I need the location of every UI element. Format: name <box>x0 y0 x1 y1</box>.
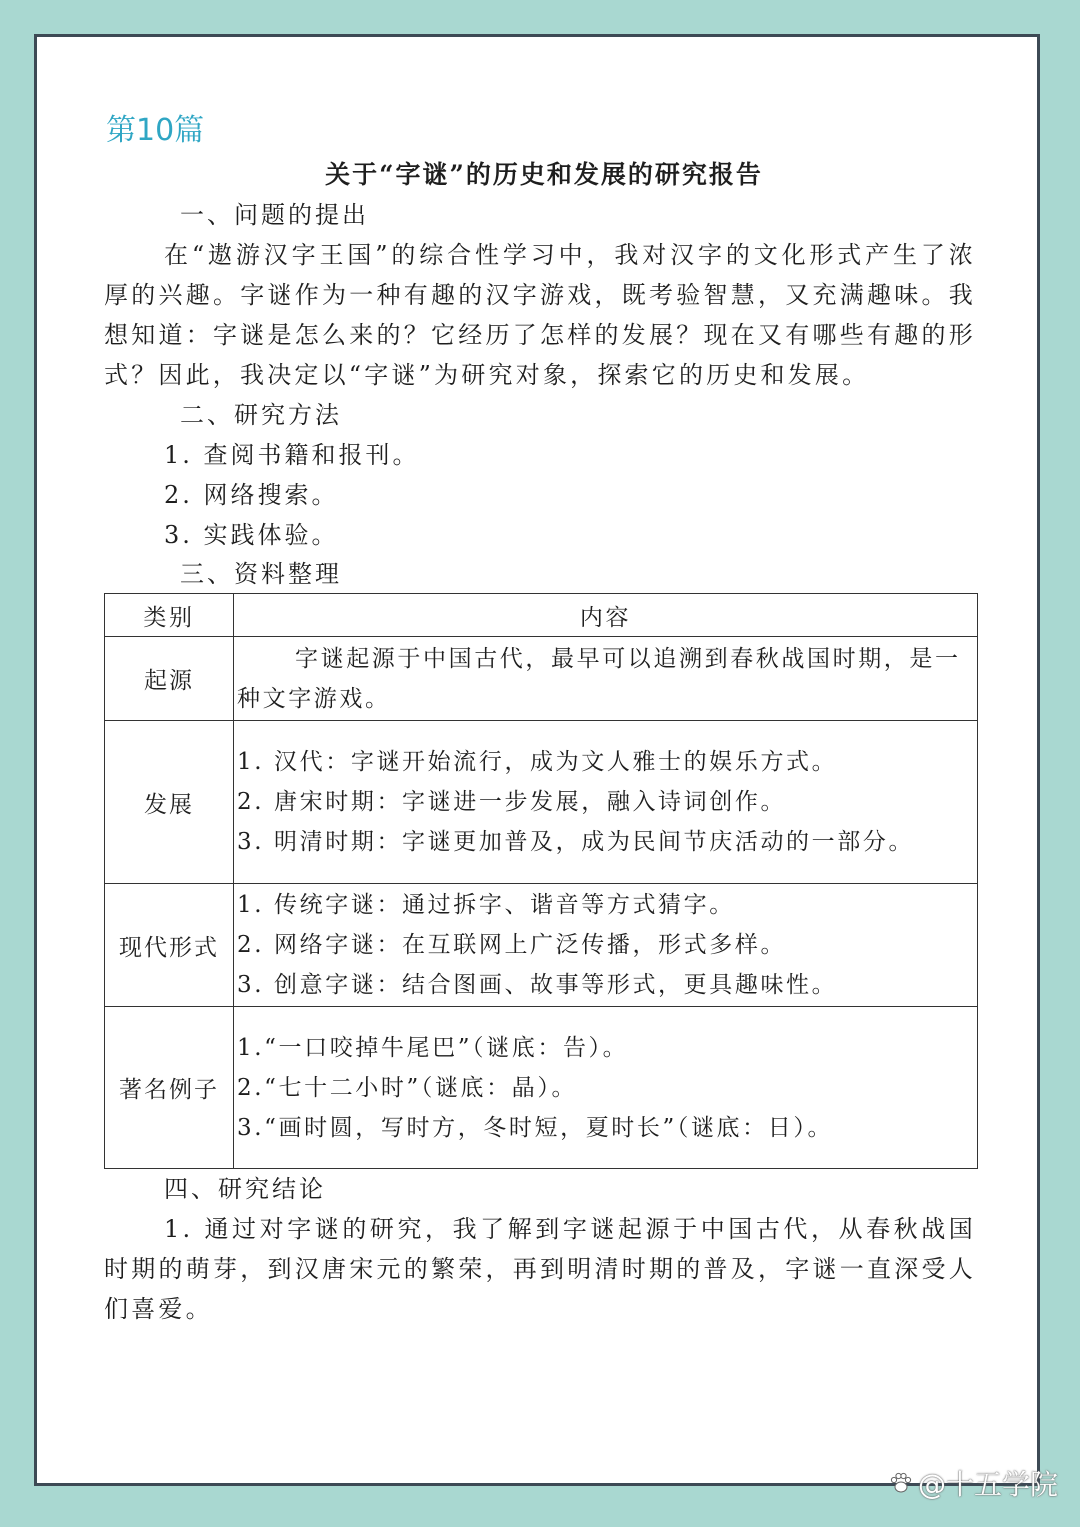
table-cell-line: 2. 网络字谜：在互联网上广泛传播，形式多样。 <box>237 932 787 958</box>
document-content <box>104 111 976 1329</box>
section-1-paragraph: 在“遨游汉字王国”的综合性学习中，我对汉字的文化形式产生了浓厚的兴趣。字谜作为一种有趣的汉字游戏，既考验智慧，又充满趣味。我想知道：字谜是怎么来的？它经历了怎样的发展？现在又有哪些有趣的形式？因此，我决定以“字谜”为研究对象，探索它的历史和发展。 <box>104 241 976 389</box>
table-row <box>105 637 978 721</box>
table-cell-line: 1. 汉代：字谜开始流行，成为文人雅士的娱乐方式。 <box>237 749 838 775</box>
table-cell-category: 起源 <box>105 637 234 721</box>
table-cell-category: 著名例子 <box>105 1007 234 1169</box>
method-item: 3. 实践体验。 <box>164 521 339 549</box>
section-heading-1: 一、问题的提出 <box>180 201 369 229</box>
paw-icon <box>888 1470 914 1496</box>
table-cell-content <box>234 637 978 721</box>
section-heading-4: 四、研究结论 <box>164 1175 326 1203</box>
watermark-text: @十五学院 <box>917 1468 1058 1501</box>
table-cell-line: 3.“画时圆，写时方，冬时短，夏时长”（谜底：日）。 <box>237 1114 834 1141</box>
table-cell-content <box>234 721 978 884</box>
section-heading-3: 三、资料整理 <box>180 560 342 588</box>
table-cell-line: 1. 传统字谜：通过拆字、谐音等方式猜字。 <box>237 892 735 918</box>
table-cell-content <box>234 884 978 1007</box>
table-header-category: 类别 <box>105 594 234 637</box>
material-table <box>104 593 978 1169</box>
method-item: 2. 网络搜索。 <box>164 481 339 509</box>
table-cell-line: 1.“一口咬掉牛尾巴”（谜底：告）。 <box>237 1034 629 1061</box>
watermark <box>888 1463 1058 1503</box>
section-4-paragraph: 1. 通过对字谜的研究，我了解到字谜起源于中国古代，从春秋战国时期的萌芽，到汉唐宋元的繁荣，再到明清时期的普及，字谜一直深受人们喜爱。 <box>104 1215 976 1323</box>
table-cell-line: 字谜起源于中国古代，最早可以追溯到春秋战国时期，是一种文字游戏。 <box>237 645 961 712</box>
table-cell-line: 2.“七十二小时”（谜底：晶）。 <box>237 1074 578 1101</box>
report-title: 关于“字谜”的历史和发展的研究报告 <box>325 160 763 189</box>
method-item: 1. 查阅书籍和报刊。 <box>164 441 420 469</box>
section-heading-2: 二、研究方法 <box>180 401 342 429</box>
table-cell-category: 现代形式 <box>105 884 234 1007</box>
table-cell-line: 2. 唐宋时期：字谜进一步发展，融入诗词创作。 <box>237 789 787 815</box>
table-row <box>105 1007 978 1169</box>
table-header-row <box>105 594 978 637</box>
table-cell-content <box>234 1007 978 1169</box>
article-number: 第10篇 <box>106 113 205 148</box>
table-cell-line: 3. 创意字谜：结合图画、故事等形式，更具趣味性。 <box>237 972 838 998</box>
table-row <box>105 884 978 1007</box>
table-cell-line: 3. 明清时期：字谜更加普及，成为民间节庆活动的一部分。 <box>237 829 915 855</box>
table-header-content: 内容 <box>234 594 978 637</box>
table-cell-category: 发展 <box>105 721 234 884</box>
document-page <box>34 34 1040 1486</box>
table-row <box>105 721 978 884</box>
